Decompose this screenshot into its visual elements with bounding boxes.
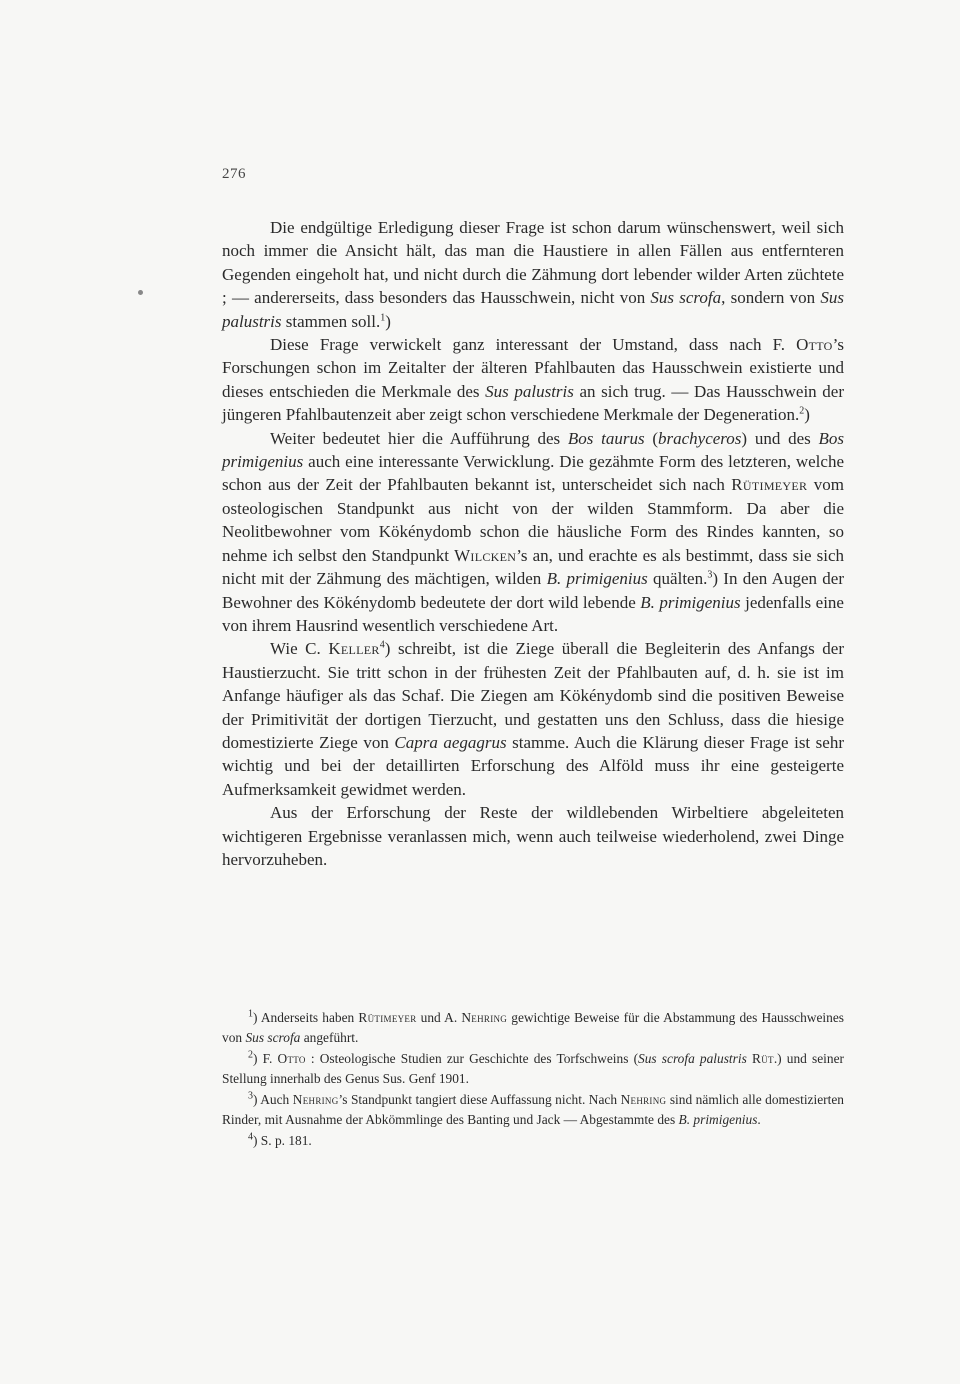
footnote-1 [222, 1008, 844, 1047]
footnote-marker: 2 [799, 405, 805, 417]
text-run: stamme. Auch die Klärung dieser Frage ist sehr wichtig und bei der detaillirten Erforschung des Alföld muss ihr eine gesteigerte Aufmerksamkeit gewidmet werden. [222, 732, 845, 799]
text-run: sind nämlich alle domestizierten Rinder, mit Ausnahme der Abkömmlinge des Banting und Jack — Abgestammte des [222, 1092, 844, 1127]
page-number: 276 [222, 166, 246, 182]
italic-term: B. primigenius [546, 569, 648, 589]
italic-term: Bos taurus [567, 428, 645, 448]
text-run: ) [385, 311, 391, 331]
text-run: stammen soll. [281, 311, 381, 331]
paragraph-4 [222, 637, 844, 801]
italic-term: Sus scrofa [245, 1029, 301, 1045]
paragraph-5 [222, 801, 844, 871]
text-run: Aus der Erforschung der Reste der wildlebenden Wirbeltiere abgeleiteten wichtigeren Ergebnisse veranlassen mich, wenn auch teilweise wiederholend, zwei Dinge hervorzuheben. [222, 803, 844, 869]
text-run: Weiter bedeutet hier die Aufführung des [270, 428, 568, 448]
italic-term: Capra aegagrus [394, 732, 507, 752]
italic-term: B. primigenius [640, 592, 741, 612]
footnote-3 [222, 1090, 844, 1129]
footnote-marker: 3 [707, 569, 713, 581]
italic-term: B. primigenius [678, 1111, 758, 1127]
text-run: ) Auch [253, 1092, 293, 1107]
text-run: quälten. [647, 569, 708, 589]
paragraph-1 [222, 216, 844, 333]
text-run: Diese Frage verwickelt ganz interessant der Umstand, dass nach F. [270, 335, 797, 355]
footnote-marker: 1 [380, 311, 386, 323]
italic-term: Sus scrofa [650, 288, 722, 308]
text-run: an sich trug. — Das Hausschwein der jüngeren Pfahlbautenzeit aber zeigt schon verschiedene Merkmale der Degeneration. [222, 381, 844, 425]
footnote-marker: 2 [248, 1049, 253, 1061]
footnote-marker: 4 [248, 1131, 253, 1143]
italic-term: Bos primigenius [222, 428, 844, 472]
author-name: Otto [796, 335, 833, 355]
text-run: . [757, 1111, 761, 1127]
author-name: Nehring [292, 1092, 339, 1107]
text-run: ( [644, 428, 658, 448]
footnote-2 [222, 1049, 844, 1088]
author-name: Rütimeyer [358, 1010, 417, 1025]
paragraph-3 [222, 427, 844, 638]
footnote-marker: 4 [379, 639, 385, 651]
text-run: ’s an, und erachte es als bestimmt, dass sie sich nicht mit der Zähmung des mächtigen, wilden [222, 545, 844, 589]
author-name: Nehring [461, 1010, 508, 1025]
text-run: ) S. p. 181. [253, 1133, 312, 1148]
italic-term: Sus palustris [222, 288, 844, 331]
paragraph-2 [222, 333, 844, 427]
text-run: ) schreibt, ist die Ziege überall die Begleiterin des Anfangs der Haustierzucht. Sie tritt schon in der frühesten Zeit der Pfahlbauten auf, d. h. sie ist im Anfange häufiger als das Schaf. Die Ziegen am Kökénydomb sind die positiven Beweise der Primitivität der dortigen Tierzucht, und gestatten uns den Schluss, dass die hiesige domestizierte Ziege von [222, 639, 844, 752]
author-name: Nehring [620, 1092, 667, 1107]
text-run: jedenfalls eine von ihrem Hausrind wesentlich verschiedene Art. [222, 592, 844, 635]
footnotes [222, 1008, 844, 1151]
italic-term: brachyceros [658, 428, 742, 448]
text-run: gewichtige Beweise für die Abstammung des Hausschweines von [222, 1010, 844, 1045]
text-run: ) In den Augen der Bewohner des Kökénydomb bedeutete der dort wild lebende [222, 569, 844, 612]
text-run: ’s Standpunkt tangiert diese Auffassung nicht. Nach [338, 1092, 621, 1107]
text-run: ) Anderseits haben [253, 1010, 359, 1025]
footnote-4 [222, 1131, 844, 1151]
text-run: vom osteologischen Standpunkt aus nicht von der wilden Stammform. Da aber die Neolitbewohner vom Kökénydomb schon die häusliche Form des Rindes kannten, so nehme ich selbst den Standpunkt [222, 475, 844, 565]
text-run: Wie C. [270, 639, 329, 659]
text-run: , sondern von [721, 288, 821, 308]
footnote-marker: 1 [248, 1008, 253, 1020]
main-text [222, 216, 844, 871]
author-name: Wilcken [454, 545, 517, 565]
author-name: Rütimeyer [731, 475, 808, 495]
text-run: und A. [416, 1010, 462, 1025]
text-run: .) und seiner Stellung innerhalb des Genus Sus. Genf 1901. [222, 1051, 844, 1086]
margin-mark [138, 290, 143, 295]
text-run: : Osteologische Studien zur Geschichte des Torfschweins ( [305, 1051, 639, 1066]
italic-term: Sus scrofa palustris [638, 1051, 747, 1066]
author-name: Keller [328, 639, 380, 659]
italic-term: Sus palustris [485, 381, 574, 401]
text-run: ) und des [741, 428, 819, 448]
author-name: Otto [277, 1051, 306, 1066]
author-name: Rüt [751, 1051, 774, 1066]
text-run: Die endgültige Erledigung dieser Frage ist schon darum wünschenswert, weil sich noch immer die Ansicht hält, das man die Haustiere in allen Fällen aus entfernteren Gegenden eingeholt hat, und nicht durch die Zähmung dort lebender wilder Arten züchtete ; — andererseits, dass besonders das Hausschwein, nicht von [222, 218, 844, 308]
footnote-marker: 3 [248, 1090, 253, 1102]
text-run: auch eine interessante Verwicklung. Die gezähmte Form des letzteren, welche schon aus der Zeit der Pfahlbauten bekannt ist, unterscheidet sich nach [222, 452, 844, 495]
text-run: ) [804, 405, 810, 425]
text-run: ) F. [253, 1051, 278, 1066]
text-run: ’s Forschungen schon im Zeitalter der älteren Pfahlbauten das Hausschwein existierte und dieses entschieden die Merkmale des [222, 335, 844, 401]
text-run: angeführt. [300, 1029, 359, 1045]
